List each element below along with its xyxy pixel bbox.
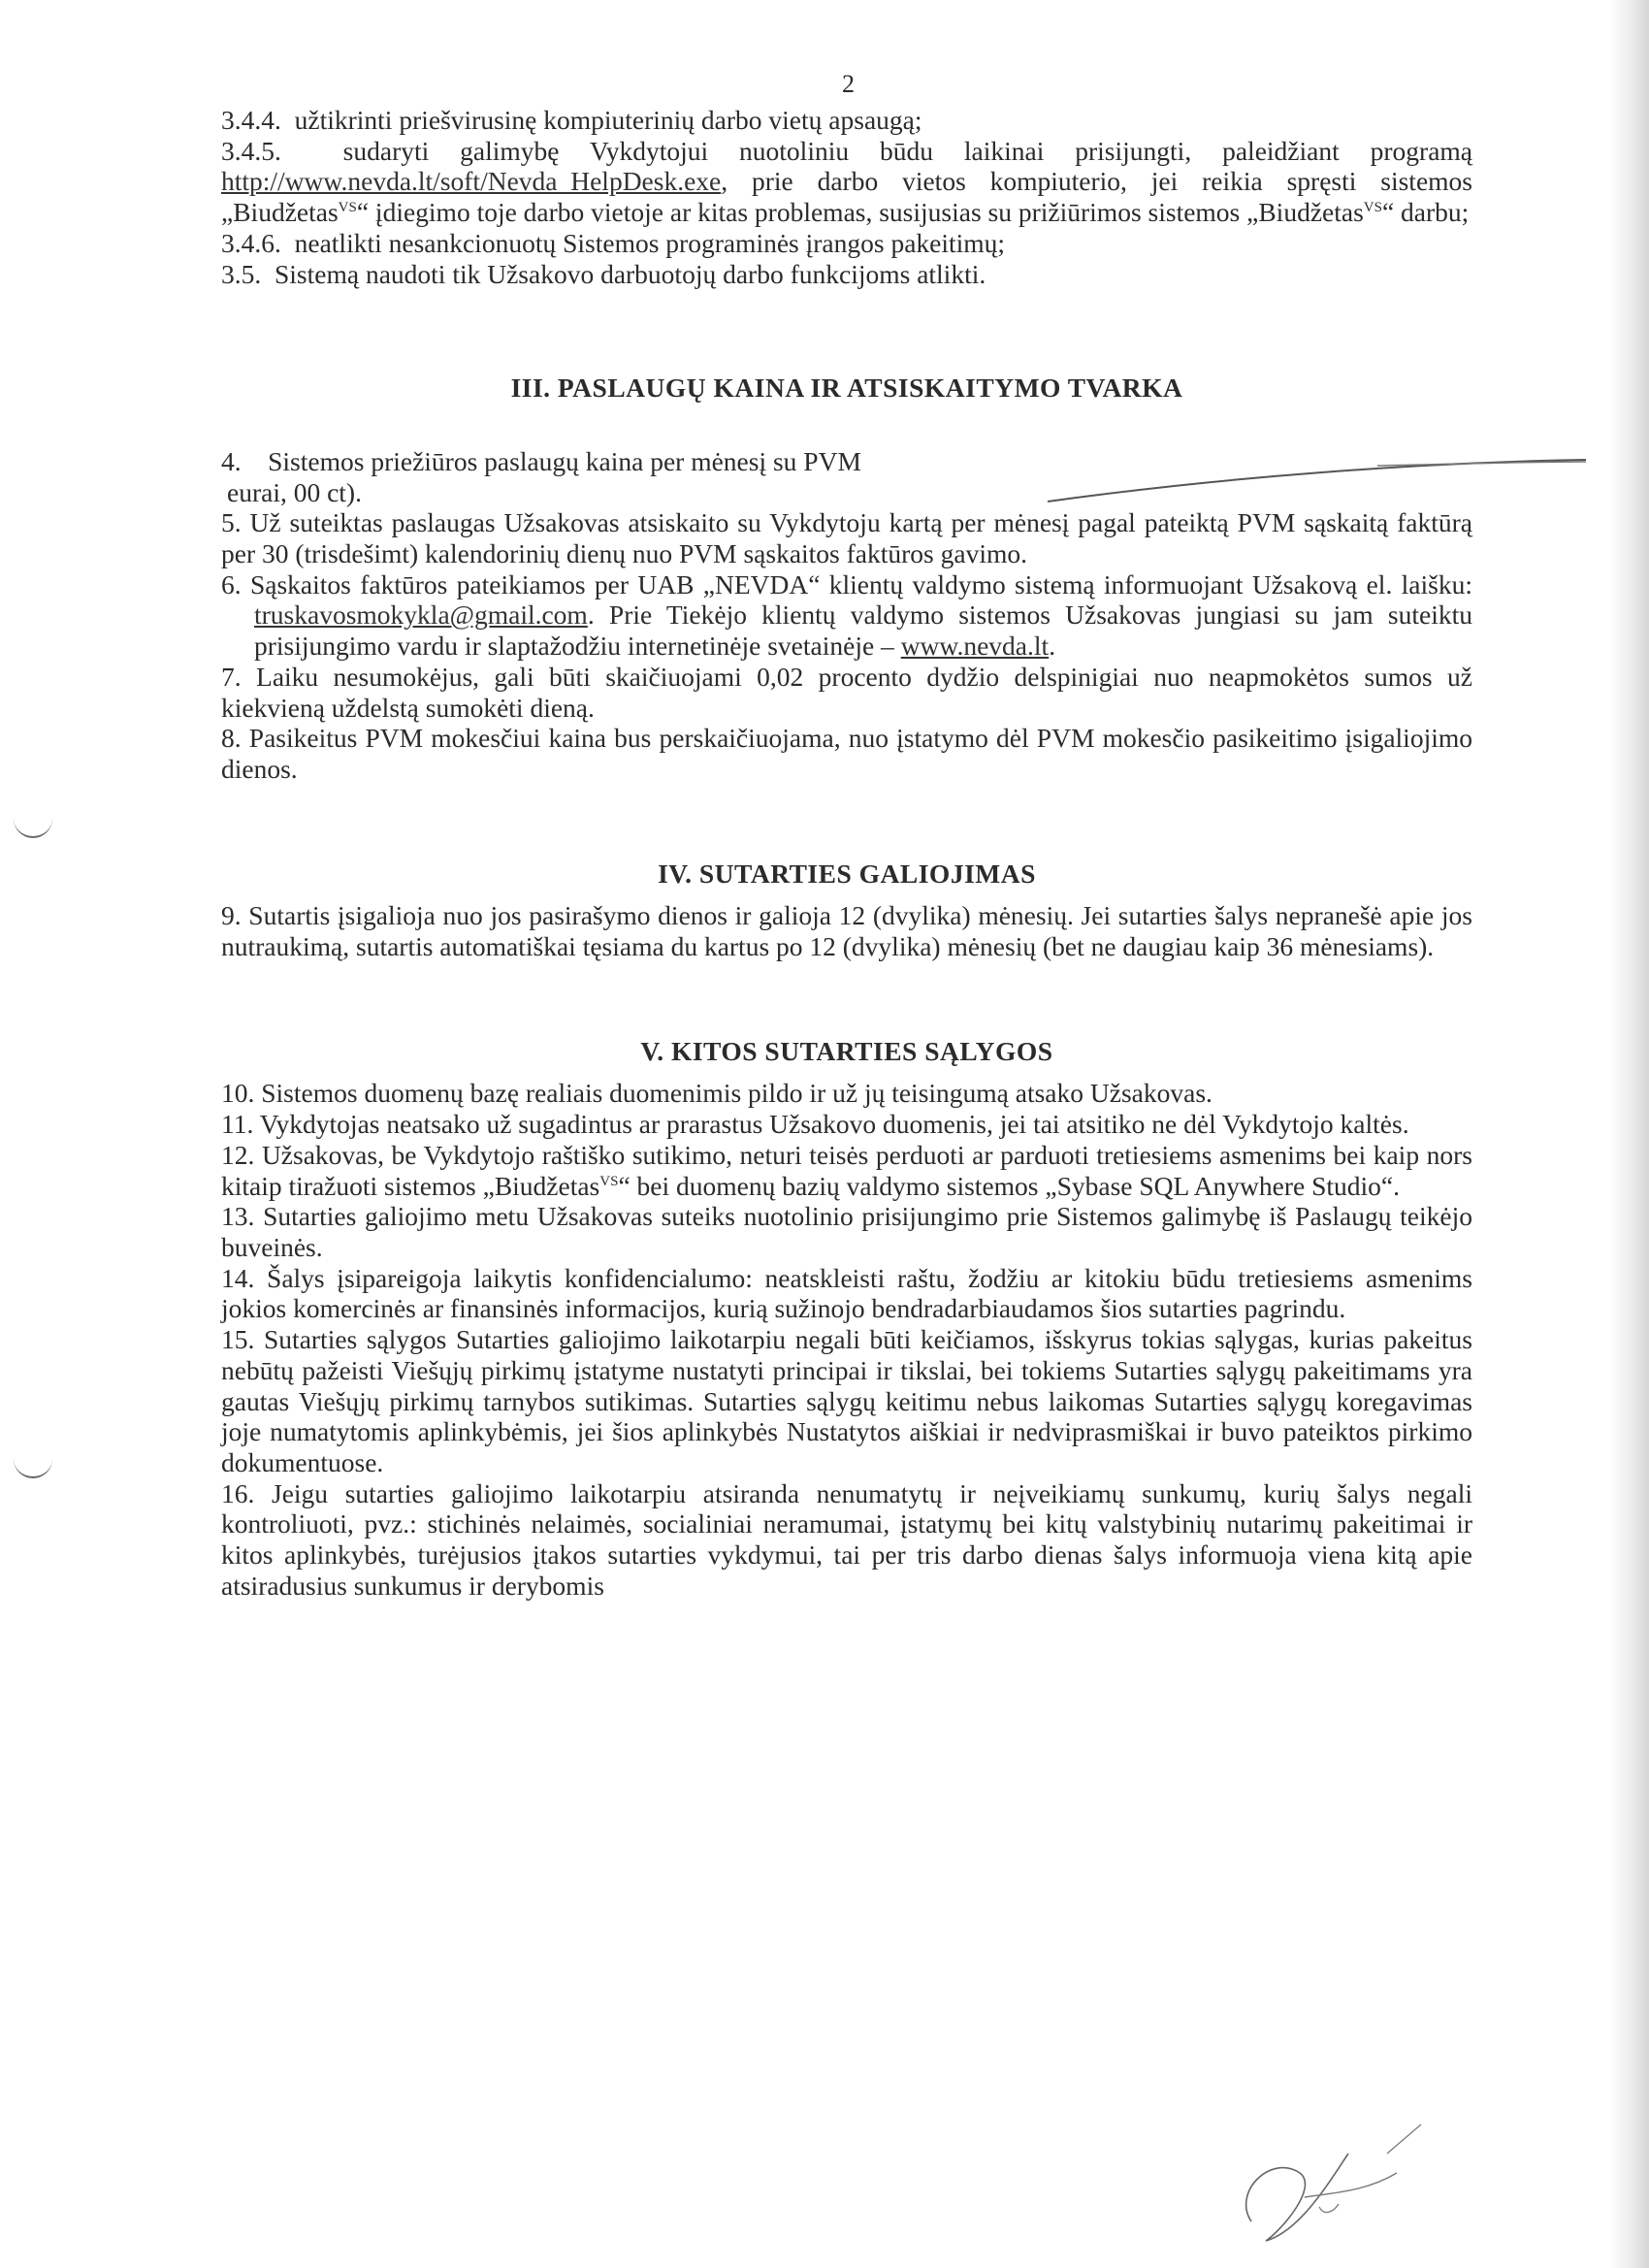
clause-7: 7. Laiku nesumokėjus, gali būti skaičiuojami 0,02 procento dydžio delspinigiai nuo neapmokėtos sumos už kiekvieną uždelstą sumokėti dieną.: [221, 661, 1472, 723]
clause-13: 13. Sutarties galiojimo metu Užsakovas suteiks nuotolinio prisijungimo prie Sistemos galimybę iš Paslaugų teikėjo buveinės.: [221, 1201, 1472, 1262]
section-heading-iii: III. PASLAUGŲ KAINA IR ATSISKAITYMO TVARKA: [510, 373, 1183, 404]
clause-8: 8. Pasikeitus PVM mokesčiui kaina bus perskaičiuojama, nuo įstatymo dėl PVM mokesčio pasikeitimo įsigaliojimo dienos.: [221, 723, 1472, 784]
clause-text: užtikrinti priešvirusinę kompiuterinių darbo vietų apsaugą;: [294, 105, 922, 135]
clause-3-4-4: [221, 105, 1472, 136]
clause-text: “ darbu;: [1381, 197, 1470, 228]
clause-14: 14. Šalys įsipareigoja laikytis konfidencialumo: neatskleisti raštu, žodžiu ar kitokiu būdu tretiesiems asmenims jokios komercinės ar finansinės informacijos, kurią sužinojo bendradarbiaudamos šios sutarties pagrindu.: [221, 1262, 1472, 1324]
section-heading-iv: IV. SUTARTIES GALIOJIMAS: [658, 858, 1036, 889]
clause-4-continuation: eurai, 00 ct).: [227, 476, 362, 507]
clause-9: 9. Sutartis įsigalioja nuo jos pasirašymo dienos ir galioja 12 (dvylika) mėnesių. Jei sutarties šalys nepranešė apie jos nutraukimą, sutartis automatiškai tęsiama du kartus po 12 (dvylika) mėnesių (bet ne daugiau kaip 36 mėnesiams).: [221, 900, 1472, 962]
clause-3-4-5: [221, 136, 1472, 228]
clause-number: 3.4.5.: [221, 135, 281, 166]
superscript: VS: [599, 1173, 619, 1189]
clause-text: , prie darbo vietos kompiuterio, jei reikia spręsti sistemos „Biudžetas: [221, 166, 1472, 228]
website-link[interactable]: www.nevda.lt: [900, 631, 1050, 662]
clause-text: neatlikti nesankcionuotų Sistemos programinės įrangos pakeitimų;: [294, 227, 1006, 258]
clause-3-4-6: [221, 228, 1472, 259]
clause-10: 10. Sistemos duomenų bazę realiais duomenimis pildo ir už jų teisingumą atsako Užsakovas.: [221, 1078, 1212, 1109]
clause-number: 3.5.: [221, 258, 262, 289]
clause-text: “ įdiegimo toje darbo vietoje ar kitas problemas, susijusias su prižiūrimos sistemos „Biudžetas: [356, 197, 1364, 228]
email-link[interactable]: truskavosmokykla@gmail.com: [254, 599, 588, 631]
clause-text: .: [1049, 631, 1056, 662]
clause-number: 4.: [221, 445, 242, 476]
clause-text: 12. Užsakovas, be Vykdytojo raštiško sutikimo, neturi teisės perduoti ar parduoti tretiesiems asmenims bei kaip nors kitaip tiražuoti sistemos „Biudžetas: [221, 1139, 1472, 1201]
punch-hole-mark: [14, 815, 52, 838]
clause-12: [221, 1140, 1472, 1201]
clause-11: 11. Vykdytojas neatsako už sugadintus ar prarastus Užsakovo duomenis, jei tai atsitiko ne dėl Vykdytojo kaltės.: [221, 1109, 1409, 1140]
superscript: VS: [338, 199, 357, 215]
clause-number: 3.4.6.: [221, 227, 281, 258]
clause-4: [221, 446, 1472, 477]
clause-3-5: [221, 259, 1472, 290]
section-heading-v: V. KITOS SUTARTIES SĄLYGOS: [640, 1035, 1053, 1066]
clause-text: sudaryti galimybę Vykdytojui nuotoliniu būdu laikinai prisijungti, paleidžiant programą: [342, 135, 1472, 166]
scanned-page-edge: [1610, 0, 1649, 2268]
clause-5: 5. Už suteiktas paslaugas Užsakovas atsiskaito su Vykdytoju kartą per mėnesį pagal pateiktą PVM sąskaitą faktūrą per 30 (trisdešimt) kalendorinių dienų nuo PVM sąskaitos faktūros gavimo.: [221, 507, 1472, 569]
clause-text: Sistemos priežiūros paslaugų kaina per mėnesį su PVM: [268, 445, 861, 476]
contract-body: [221, 105, 1472, 1601]
punch-hole-mark: [14, 1455, 52, 1478]
signature-mark: [1212, 2115, 1445, 2260]
page-number: 2: [842, 70, 855, 98]
clause-text: . Prie Tiekėjo klientų valdymo sistemos Užsakovas jungiasi su jam suteiktu prisijungimo vardu ir slaptažodžiu internetinėje svetainėje –: [254, 599, 1472, 662]
clause-15: 15. Sutarties sąlygos Sutarties galiojimo laikotarpiu negali būti keičiamos, išskyrus tokias sąlygas, kurias pakeitus nebūtų pažeisti Viešųjų pirkimų įstatyme nustatyti principai ir tikslai, bei tokiems Sutarties sąlygų pakeitimams yra gautas Viešųjų pirkimų tarnybos sutikimas. Sutarties sąlygų keitimu nebus laikomas Sutarties sąlygų koregavimas joje numatytomis aplinkybėmis, jei šios aplinkybės Nustatytos aiškiai ir nedviprasmiškai ir buvo pateiktos pirkimo dokumentuose.: [221, 1324, 1472, 1477]
clause-16: 16. Jeigu sutarties galiojimo laikotarpiu atsiranda nenumatytų ir neįveikiamų sunkumų, kurių šalys negali kontroliuoti, pvz.: stichinės nelaimės, socialiniai neramumai, įstatymų bei kitų valstybinių nutarimų pakeitimai ir kitos aplinkybės, turėjusios įtakos sutarties vykdymui, tai per tris darbo dienas šalys informuoja viena kitą apie atsiradusius sunkumus ir derybomis: [221, 1477, 1472, 1601]
clause-text: 6. Sąskaitos faktūros pateikiamos per UAB „NEVDA“ klientų valdymo sistemą informuojant Užsakovą el. laišku:: [221, 568, 1472, 599]
helpdesk-download-link[interactable]: http://www.nevda.lt/soft/Nevda_HelpDesk.exe: [221, 166, 722, 197]
clause-6: [221, 569, 1472, 662]
clause-text: “ bei duomenų bazių valdymo sistemos „Sybase SQL Anywhere Studio“.: [618, 1170, 1400, 1201]
clause-text: Sistemą naudoti tik Užsakovo darbuotojų darbo funkcijoms atlikti.: [275, 258, 986, 289]
clause-number: 3.4.4.: [221, 105, 281, 135]
superscript: VS: [1363, 199, 1382, 215]
